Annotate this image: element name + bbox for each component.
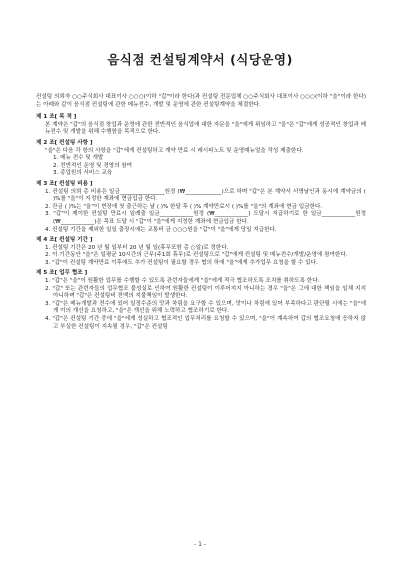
article-4-item: 2. 이 기간동안 "을"은 일평균 10시간의 근무(주1회 휴무)로 컨설팅으로 "갑"에게 컨설팅 및 메뉴전수/개발/운영에 참여한다. xyxy=(45,252,348,259)
article-3-heading: 제 3 조[ 컨설팅 비용 ] xyxy=(36,180,93,187)
article-5-item: 1. "갑"은 "을"이 원활한 업무를 수행할 수 있도록 관련자들에게 "을"에게 적극 협조하도록 조치를 취하도록 한다. xyxy=(45,278,320,285)
article-4-heading: 제 4 조[ 컨설팅 기간 ] xyxy=(36,237,93,244)
article-3-item: 1. 컨설팅 의뢰 총 비용은 일금________________원정 (₩_____________)으로 하며 "갑"은 본 계약서 서명날인과 동시에 계약금의 ( )%를 "을"이 지정한 계좌에 현금입금 한다. xyxy=(45,188,366,203)
article-4-item: 3. "갑"이 컨설팅 계약만료 이후에도 추가 컨설팅이 필요할 경우 협의 하에 "을"에게 추가업무 요청을 할 수 있다. xyxy=(45,259,318,266)
document-title: 음식점 컨설팅계약서 (식당운영) xyxy=(107,52,293,67)
article-2-item: 1. 메뉴 전수 및 개발 xyxy=(53,155,104,162)
article-5-item: 4. "갑"은 컨설팅 기간 중에 "을"에게 성실하고 협조적인 업무처리를 요청할 수 있으며, "을"이 계속하여 갑의 협조요청에 응하지 않고 부실한 컨설팅이 지속될 경우, "갑"은 컨설팅 xyxy=(45,316,366,330)
article-5-heading: 제 5 조[ 업무 협조 ] xyxy=(36,270,88,277)
article-5-item: 2. "갑" 또는 관련자들의 업무협조 불성실로 인하여 원활한 컨설팅이 이루어지지 아니하는 경우 "을"은 그에 대한 책임을 일체 지지 아니하며 "갑"은 컨설팅비 전액의 지불책임이 발생한다. xyxy=(45,285,366,300)
intro-paragraph: 컨설팅 의뢰자 ○○주식회사 대표이사 ○○○(이하 "갑"이라 한다)과 컨설팅 전문업체 ○○주식회사 대표이사 ○○○(이하 "을"이라 한다)는 아래와 같이 음식점 컨설팅에 관한 메뉴전수, 개발 및 운영에 관한 컨설팅계약을 체결한다. xyxy=(36,94,366,108)
article-3-item: 3. "갑"이 제이한 컨설팅 만료시 일례출 일금____________원정 (₩____________) 도달시 지급하기로 한 일금____________원정 (₩____________)은 목표 도달 시 "갑"이 "을"에게 지정한 계좌에 현금입금 한다. xyxy=(45,211,366,225)
article-2-heading: 제 2 조[ 컨설팅 사항 ] xyxy=(36,139,93,146)
article-4-item: 1. 컨설팅 기간은 20 년 월 일부터 20 년 월 일(휴무포함 총 ○일)로 정한다. xyxy=(45,244,229,251)
article-2-item: 2. 전반적인 운영 및 경영의 참여 xyxy=(53,162,133,169)
document-body xyxy=(36,94,366,331)
article-3-item: 2. 잔금 ( )%는 "을"이 현장에 첫 출근하는 날 ( )% 한달 후 ( )% 계약만료시 ( )%를 "을"의 계좌에 현금 입금한다. xyxy=(45,203,323,210)
article-2-item: 3. 종업원의 서비스 교육 xyxy=(53,170,113,177)
article-3-item: 4. 컨설팅 기간을 제외한 일일 출장시에는 교통비 금 ○○○원을 "갑"이 "을"에게 당일 지급한다. xyxy=(45,226,277,233)
article-1-heading: 제 1 조[ 목 적 ] xyxy=(36,114,77,121)
article-5-item: 3. "갑"은 메뉴개발과 전수에 있어 일정수준의 맛과 차림을 요구할 수 있으며, 맛이나 차림에 있어 부족하다고 판단될 시에는 "을"에게 이의 개선을 요청하고, "을"은 개선을 위해 노력하고 협조하기로 한다. xyxy=(45,300,366,315)
article-2-text: "을"은 다음 각 항의 사항을 "갑"에게 컨설팅하고 계약 만료 시 레시피노트 및 운영매뉴얼을 작성 제출한다. xyxy=(45,147,304,154)
page-number: - 1 - xyxy=(194,541,206,548)
article-1-text: 본 계약은 "갑"의 음식점 창업과 운영에 관한 전반적인 음식업에 대한 자문을 "을"에게 위임하고 "을"은 "갑"에게 성공적인 창업과 메뉴전수 및 개발을 위해 수행함을 목적으로 한다. xyxy=(45,121,366,136)
